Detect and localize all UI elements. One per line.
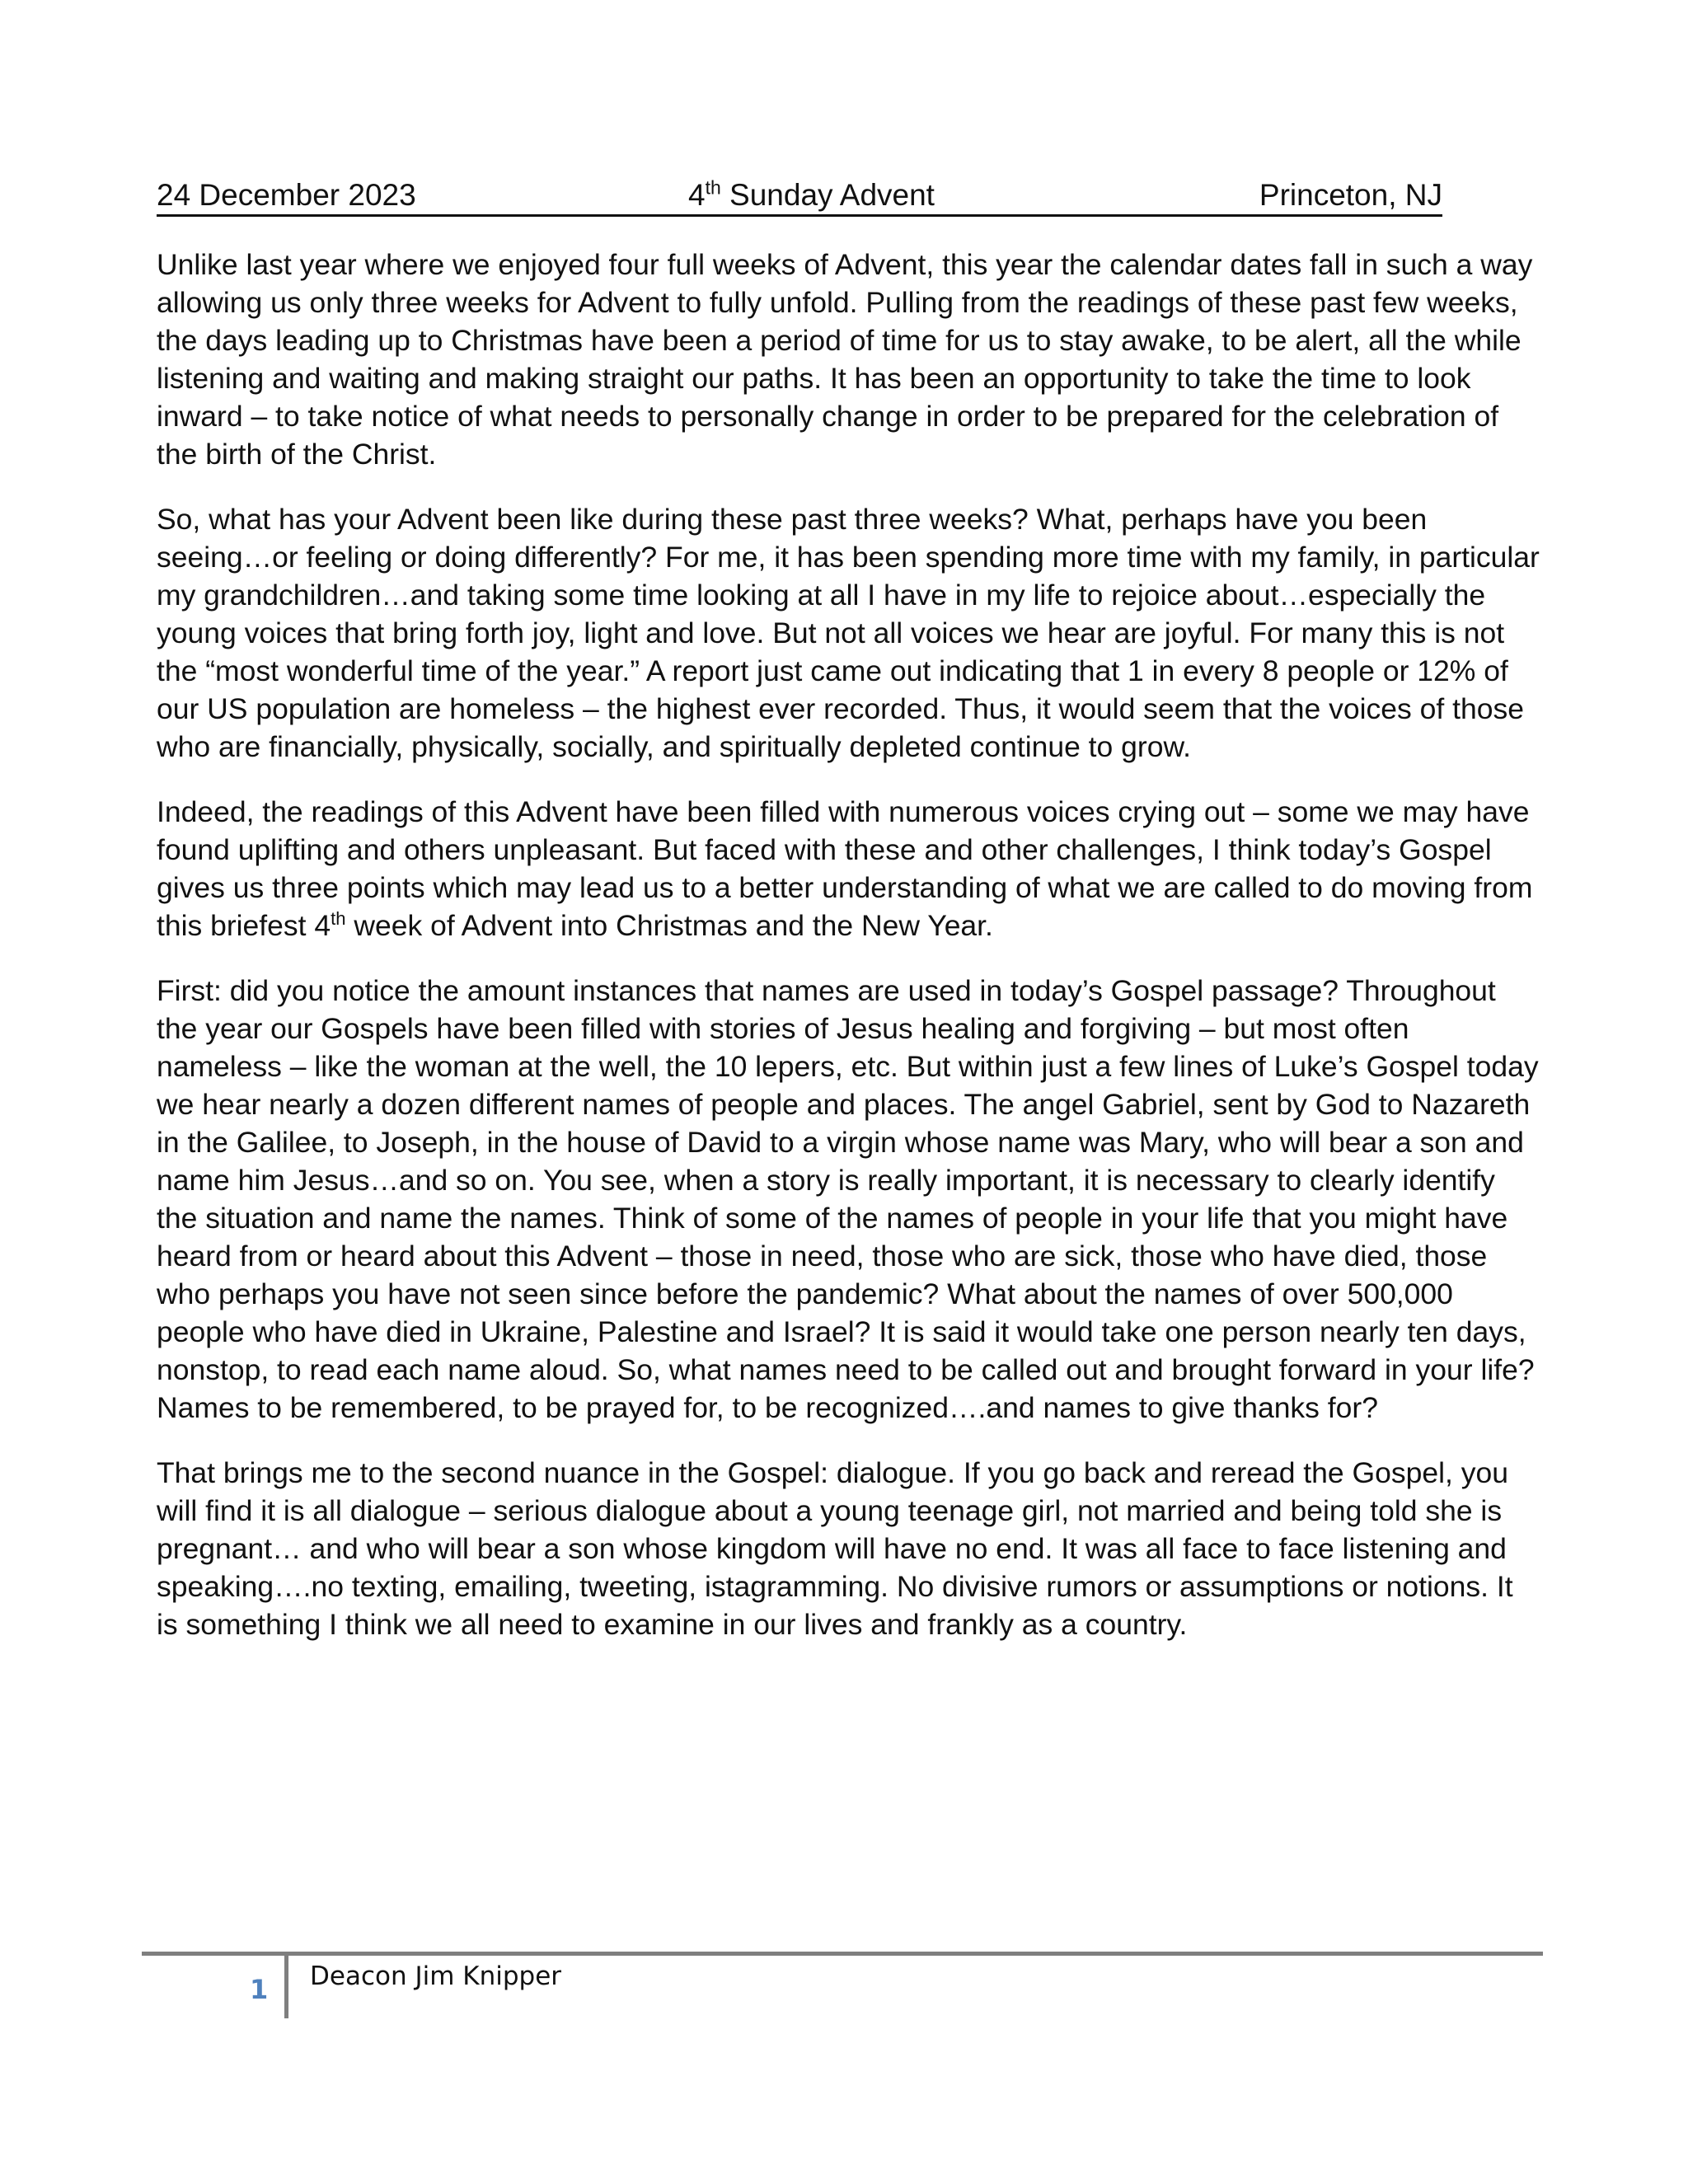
occasion-number: 4	[688, 178, 706, 212]
footer-divider	[284, 1956, 288, 2018]
homily-body	[157, 246, 1541, 1671]
occasion-text: Sunday Advent	[720, 178, 935, 212]
header-place: Princeton, NJ	[1259, 178, 1442, 212]
paragraph-3-text-end: week of Advent into Christmas and the New Year.	[345, 909, 993, 942]
paragraph-3-text-start: Indeed, the readings of this Advent have been filled with numerous voices crying out – some we may have found uplifting and others unpleasant. But faced with these and other challenges, I think today’s Gospel gives us three points which may lead us to a better understanding of what we are called to do moving from this briefest 4	[157, 795, 1533, 942]
document-header	[157, 176, 1442, 217]
paragraph-2: So, what has your Advent been like during these past three weeks? What, perhaps have you been seeing…or feeling or doing differently? For me, it has been spending more time with my family, in particular my grandchildren…and taking some time looking at all I have in my life to rejoice about…especially the young voices that bring forth joy, light and love. But not all voices we hear are joyful. For many this is not the “most wonderful time of the year.” A report just came out indicating that 1 in every 8 people or 12% of our US population are homeless – the highest ever recorded. Thus, it would seem that the voices of those who are financially, physically, socially, and spiritually depleted continue to grow.	[157, 503, 1540, 763]
paragraph-1: Unlike last year where we enjoyed four full weeks of Advent, this year the calendar dates fall in such a way allowing us only three weeks for Advent to fully unfold. Pulling from the readings of these past few weeks, the days leading up to Christmas have been a period of time for us to stay awake, to be alert, all the while listening and waiting and making straight our paths. It has been an opportunity to take the time to look inward – to take notice of what needs to personally change in order to be prepared for the celebration of the birth of the Christ.	[157, 248, 1533, 471]
header-date: 24 December 2023	[157, 178, 416, 212]
footer-rule	[142, 1952, 1543, 1956]
paragraph-5: That brings me to the second nuance in the Gospel: dialogue. If you go back and reread the Gospel, you will find it is all dialogue – serious dialogue about a young teenage girl, not married and being told she is pregnant… and who will bear a son whose kingdom will have no end. It was all face to face listening and speaking….no texting, emailing, tweeting, istagramming. No divisive rumors or assumptions or notions. It is something I think we all need to examine in our lives and frankly as a country.	[157, 1456, 1513, 1641]
paragraph-3-ordinal-suffix: th	[331, 908, 346, 930]
header-occasion	[688, 176, 935, 214]
occasion-ordinal-suffix: th	[705, 176, 721, 199]
paragraph-3	[157, 793, 1541, 944]
footer-author: Deacon Jim Knipper	[310, 1961, 562, 1991]
page-number: 1	[250, 1974, 269, 2005]
paragraph-4: First: did you notice the amount instances that names are used in today’s Gospel passage? Throughout the year our Gospels have been filled with stories of Jesus healing and forgiving – but most often nameless – like the woman at the well, the 10 lepers, etc. But within just a few lines of Luke’s Gospel today we hear nearly a dozen different names of people and places. The angel Gabriel, sent by God to Nazareth in the Galilee, to Joseph, in the house of David to a virgin whose name was Mary, who will bear a son and name him Jesus…and so on. You see, when a story is really important, it is necessary to clearly identify the situation and name the names. Think of some of the names of people in your life that you might have heard from or heard about this Advent – those in need, those who are sick, those who have died, those who perhaps you have not seen since before the pandemic? What about the names of over 500,000 people who have died in Ukraine, Palestine and Israel? It is said it would take one person nearly ten days, nonstop, to read each name aloud. So, what names need to be called out and brought forward in your life? Names to be remembered, to be prayed for, to be recognized….and names to give thanks for?	[157, 974, 1539, 1424]
